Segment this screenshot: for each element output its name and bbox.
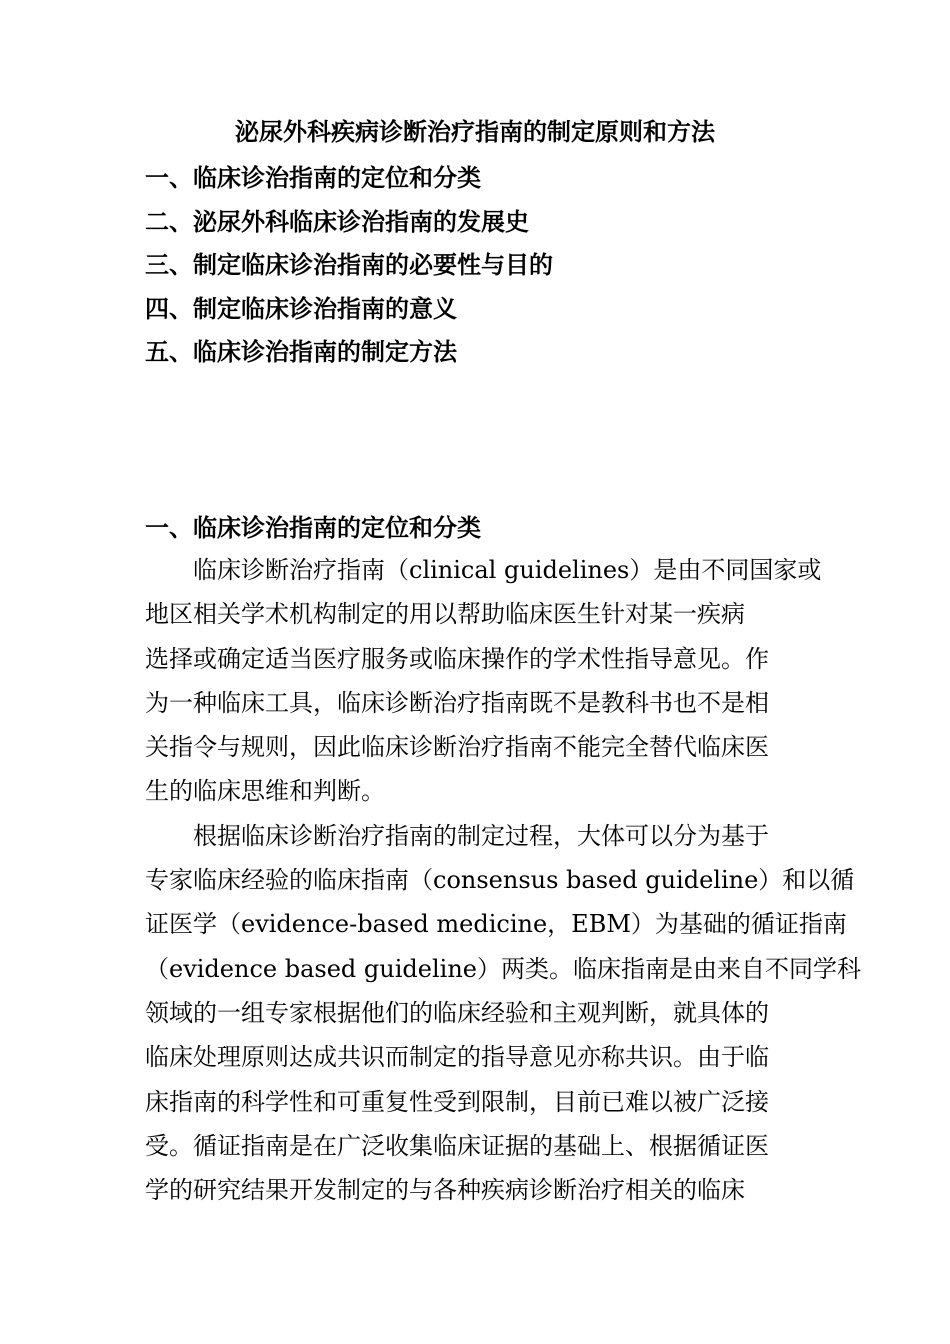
paragraph-2 (145, 814, 861, 1213)
section-1 (145, 508, 861, 1212)
paragraph-line: 受。循证指南是在广泛收集临床证据的基础上、根据循证医 (145, 1131, 769, 1160)
paragraph-line: 选择或确定适当医疗服务或临床操作的学术性指导意见。作 (145, 644, 769, 673)
toc-item-5: 五、临床诊治指南的制定方法 (145, 337, 457, 366)
paragraph-line: 为一种临床工具，临床诊断治疗指南既不是教科书也不是相 (145, 688, 769, 717)
paragraph-line: 生的临床思维和判断。 (145, 777, 385, 806)
paragraph-line: 临床处理原则达成共识而制定的指导意见亦称共识。由于临 (145, 1043, 769, 1072)
paragraph-line: 证医学（evidence-based medicine，EBM）为基础的循证指南 (145, 910, 847, 939)
section-heading: 一、临床诊治指南的定位和分类 (145, 513, 481, 542)
table-of-contents (145, 156, 825, 374)
toc-item-2: 二、泌尿外科临床诊治指南的发展史 (145, 206, 529, 236)
paragraph-line: 学的研究结果开发制定的与各种疾病诊断治疗相关的临床 (145, 1176, 745, 1205)
paragraph-line: 临床诊断治疗指南（clinical guidelines）是由不同国家或 (193, 556, 822, 584)
document-title: 泌尿外科疾病诊断治疗指南的制定原则和方法 (235, 117, 715, 146)
paragraph-line: 专家临床经验的临床指南（consensus based guideline）和以循 (145, 866, 855, 895)
toc-item-1: 一、临床诊治指南的定位和分类 (145, 163, 481, 192)
paragraph-line: （evidence based guideline）两类。临床指南是由来自不同学科 (145, 954, 861, 983)
paragraph-line: 根据临床诊断治疗指南的制定过程，大体可以分为基于 (193, 821, 769, 850)
toc-item-4: 四、制定临床诊治指南的意义 (145, 293, 457, 323)
paragraph-line: 地区相关学术机构制定的用以帮助临床医生针对某一疾病 (145, 600, 745, 629)
paragraph-line: 关指令与规则，因此临床诊断治疗指南不能完全替代临床医 (145, 733, 769, 762)
paragraph-line: 床指南的科学性和可重复性受到限制，目前已难以被广泛接 (145, 1087, 769, 1116)
toc-item-3: 三、制定临床诊治指南的必要性与目的 (145, 250, 553, 279)
paragraph-1 (145, 548, 822, 814)
paragraph-line: 领域的一组专家根据他们的临床经验和主观判断，就具体的 (145, 998, 769, 1027)
